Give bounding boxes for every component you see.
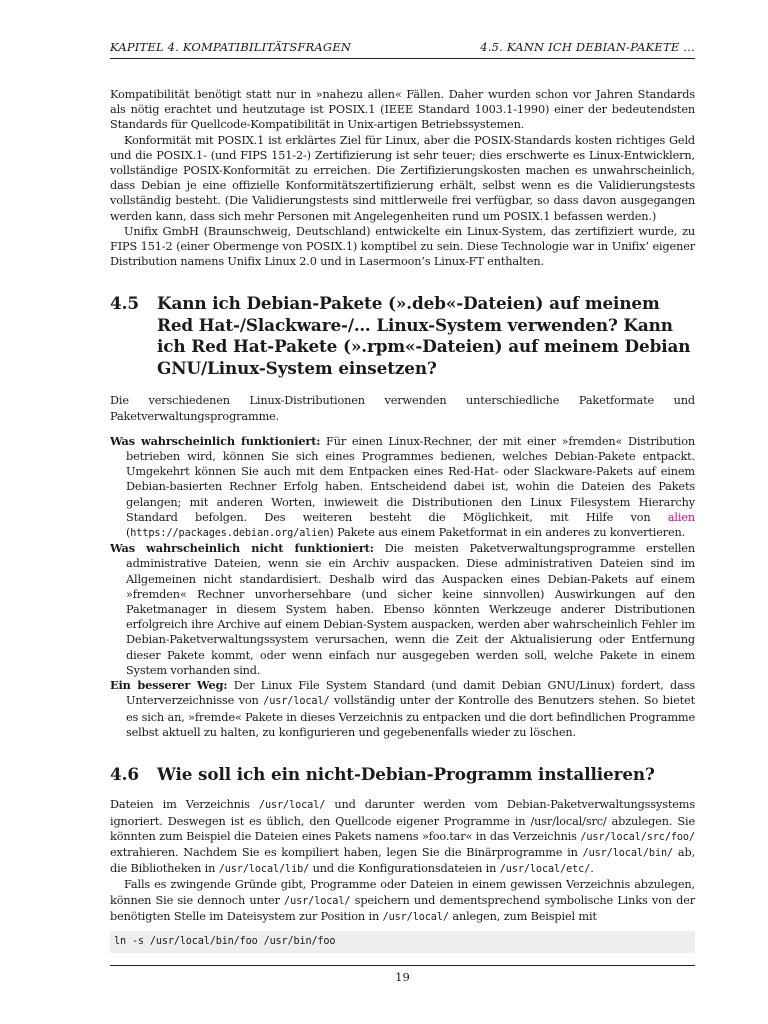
section-number: 4.5: [110, 293, 139, 314]
footer-rule: [110, 965, 695, 966]
section-4-6-paragraph-1: [110, 797, 695, 877]
page-body: [110, 87, 695, 953]
section-4-5-heading: [110, 293, 695, 379]
description-text: Der Linux File System Standard (und damit Debian GNU/Linux) fordert, dass Unterverzeichnisse von: [126, 679, 695, 708]
inline-code: /usr/local/bin/: [582, 848, 674, 860]
header-rule: [110, 58, 695, 59]
description-term: Was wahrscheinlich nicht funktioniert:: [110, 541, 374, 556]
text: speichern und dementsprechend symbolische Links von der benötigten Stelle im Dateisystem zur Position in: [110, 893, 695, 923]
header-chapter: KAPITEL 4. KOMPATIBILITÄTSFRAGEN: [110, 40, 352, 54]
inline-code: /usr/local/etc/: [499, 864, 591, 876]
text: .: [590, 862, 594, 876]
description-term: Ein besserer Weg:: [110, 678, 228, 693]
section-title: Wie soll ich ein nicht-Debian-Programm installieren?: [157, 763, 655, 784]
description-term: Was wahrscheinlich funktioniert:: [110, 433, 321, 448]
text: anlegen, zum Beispiel mit: [452, 909, 597, 923]
inline-code: /usr/local/: [258, 800, 326, 812]
text: extrahieren. Nachdem Sie es kompiliert haben, legen Sie die Binärprogramme in: [110, 846, 578, 860]
intro-paragraph-3: Unifix GmbH (Braunschweig, Deutschland) entwickelte ein Linux-System, das zertifiziert wurde, zu FIPS 151-2 (einer Obermenge von POSIX.1) komptibel zu sein. Diese Technologie war in Unifix’ eigener Distribution namens Unifix Linux 2.0 und in Lasermoon’s Linux-FT enthalten.: [110, 224, 695, 269]
description-text: vollständig unter der Kontrolle des Benutzers stehen. So bietet es sich an, »fremde« Pakete in dieses Verzeichnis zu entpacken und die dort befindlichen Programme selbst aktuell zu halten, zu konfigurieren und gegebenenfalls wieder zu löschen.: [126, 694, 695, 739]
section-number: 4.6: [110, 763, 139, 784]
inline-code: /usr/local/src/foo/: [580, 831, 695, 843]
intro-paragraph-1: Kompatibilität benötigt statt nur in »nahezu allen« Fällen. Daher wurden schon vor Jahren Standards als nötig erachtet und heutzutage ist POSIX.1 (IEEE Standard 1003.1-1990) einer der bedeutendsten Standards für Quellcode-Kompatibilität in Unix-artigen Betriebssystemen.: [110, 88, 695, 132]
description-item-works: Was wahrscheinlich funktioniert: Für einen Linux-Rechner, der mit einer »fremden« Distribution betrieben wird, können Sie sich eines Programmes bedienen, welches Debian-Pakete entpackt. Umgekehrt können Sie auch mit dem Entpacken eines Red-Hat- oder Slackware-Pakets auf einem Debian-basierten Rechner Erfolg haben. Entscheidend dabei ist, wohin die Dateien des Pakets gelangen; mit anderen Worten, inwieweit die Distributionen den Linux Filesystem Hierarchy Standard befolgen. Des weiteren besteht die Möglichkeit, mit Hilfe von alien (https://packages.debian.org/alien) Pakete aus einem Paketformat in ein anderes zu konvertieren.: [110, 433, 695, 540]
header-section: 4.5. KANN ICH DEBIAN-PAKETE …: [480, 40, 695, 54]
inline-code: /usr/local/: [284, 895, 351, 907]
section-4-6-paragraph-2: [110, 877, 695, 925]
description-text: Für einen Linux-Rechner, der mit einer »fremden« Distribution betrieben wird, können Sie sich eines Programmes bedienen, welches Debian-Pakete entpackt. Umgekehrt können Sie auch mit dem Entpacken eines Red-Hat- oder Slackware-Pakets auf einem Debian-basierten Rechner Erfolg haben. Entscheidend dabei ist, wohin die Dateien des Pakets gelangen; mit anderen Worten, inwieweit die Distributionen den Linux Filesystem Hierarchy Standard befolgen. Des weiteren besteht die Möglichkeit, mit Hilfe von: [126, 434, 695, 524]
inline-code: /usr/local/lib/: [218, 864, 310, 876]
alien-url[interactable]: https://packages.debian.org/alien: [130, 528, 330, 540]
inline-code: /usr/local/: [263, 696, 330, 708]
inline-code: /usr/local/: [382, 911, 449, 923]
text: Falls es zwingende Gründe gibt, Programme oder Dateien in einem gewissen Verzeichnis abzulegen, können Sie sie dennoch unter: [110, 878, 695, 907]
text: und die Konfigurationsdateien in: [312, 862, 497, 876]
code-block: ln -s /usr/local/bin/foo /usr/bin/foo: [110, 931, 695, 953]
section-4-6-heading: [110, 764, 695, 786]
section-title: Kann ich Debian-Pakete (».deb«-Dateien) auf meinem Red Hat-/Slackware-/… Linux-System verwenden? Kann ich Red Hat-Pakete (».rpm«-Dateien) auf meinem Debian GNU/Linux-System einsetzen?: [157, 293, 691, 378]
description-item-better-way: [110, 678, 695, 740]
description-item-not-works: [110, 541, 695, 678]
section-4-5-intro: Die verschiedenen Linux-Distributionen verwenden unterschiedliche Paketformate und Paketverwaltungsprogramme.: [110, 394, 695, 423]
text: ab, die Bibliotheken in: [110, 846, 695, 876]
description-text-tail: Pakete aus einem Paketformat in ein anderes zu konvertieren.: [337, 526, 686, 540]
page-number: 19: [395, 970, 410, 984]
alien-link[interactable]: alien: [667, 510, 695, 524]
intro-paragraph-2: Konformität mit POSIX.1 ist erklärtes Ziel für Linux, aber die POSIX-Standards kosten richtiges Geld und die POSIX.1- (und FIPS 151-2-) Zertifizierung ist sehr teuer; dies erschwerte es Linux-Entwicklern, vollständige POSIX-Konformität zu erreichen. Die Zertifizierungskosten machen es unwahrscheinlich, dass Debian je eine offizielle Konformitätszertifizierung erhält, selbst wenn es die Validierungstests vollständig besteht. (Die Validierungstests sind mittlerweile frei verfügbar, so dass davon ausgegangen werden kann, dass sich mehr Personen mit Angelegenheiten rund um POSIX.1 befassen werden.): [110, 133, 695, 223]
text: und darunter werden vom Debian-Paketverwaltungssystems ignoriert. Deswegen ist es üblich, den Quellcode eigener Programme in /usr/local/src/ abzulegen. Sie könnten zum Beispiel die Dateien eines Pakets namens »foo.tar« in das Verzeichnis: [110, 798, 695, 843]
running-header: [110, 40, 695, 58]
description-text: Die meisten Paketverwaltungsprogramme erstellen administrative Dateien, wenn sie ein Archiv auspacken. Diese administrativen Dateien sind im Allgemeinen nicht standardisiert. Deshalb wird das Auspacken eines Debian-Pakets auf einem »fremden« Rechner unvorhersehbare (und sicher keine sinnvollen) Auswirkungen auf den Paketmanager in diesem System haben. Ebenso könnten Werkzeuge anderer Distributionen erfolgreich ihre Archive auf einem Debian-System auspacken, werden aber wahrscheinlich Fehler im Debian-Paketverwaltungssystem verursachen, wenn die Zeit der Aktualisierung oder Entfernung dieser Pakete kommt, oder wenn einfach nur ausgegeben werden soll, welche Pakete in einem System vorhanden sind.: [126, 542, 695, 677]
text: Dateien im Verzeichnis: [110, 798, 250, 812]
